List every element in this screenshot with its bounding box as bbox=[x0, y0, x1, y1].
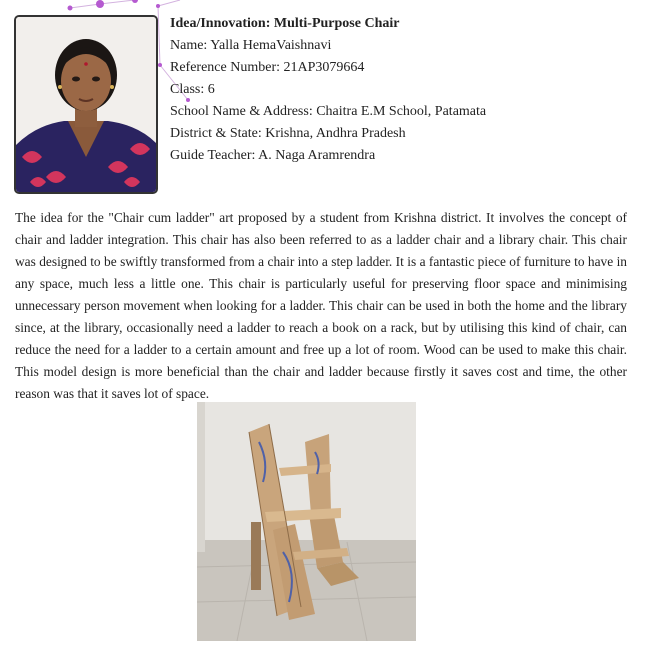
student-name: Name: Yalla HemaVaishnavi bbox=[170, 38, 332, 53]
district-state: District & State: Krishna, Andhra Pradesh bbox=[170, 126, 406, 141]
school-name-address: School Name & Address: Chaitra E.M School, Patamata bbox=[170, 104, 487, 119]
idea-description: The idea for the "Chair cum ladder" art proposed by a student from Krishna district. It involves the concept of chair and ladder integration. This chair has also been referred to as a ladder chair and a library chair. This chair was designed to be swiftly transformed from a chair into a step ladder. It is a fantastic piece of furniture to have in any space, much less a little one. This chair is particularly useful for preserving floor space and minimising unnecessary person movement when looking for a ladder. This chair can be used in both the home and the library since, at the library, occasionally need a ladder to reach a book on a rack, but by utilising this kind of chair, can reduce the need for a ladder to a certain amount and free up a lot of room. Wood can be used to make this chair. This model design is more beneficial than the chair and ladder because firstly it saves cost and time, the other reason was that it saves lot of space. bbox=[15, 210, 627, 401]
student-portrait-image bbox=[16, 17, 156, 192]
student-photo bbox=[14, 15, 158, 194]
chair-ladder-model-image bbox=[197, 402, 416, 641]
reference-number: Reference Number: 21AP3079664 bbox=[170, 60, 365, 75]
guide-teacher: Guide Teacher: A. Naga Aramrendra bbox=[170, 148, 376, 163]
chair-model-photo bbox=[197, 402, 416, 641]
student-info bbox=[170, 13, 486, 167]
student-class: Class: 6 bbox=[170, 82, 215, 97]
idea-title: Idea/Innovation: Multi-Purpose Chair bbox=[170, 16, 400, 31]
